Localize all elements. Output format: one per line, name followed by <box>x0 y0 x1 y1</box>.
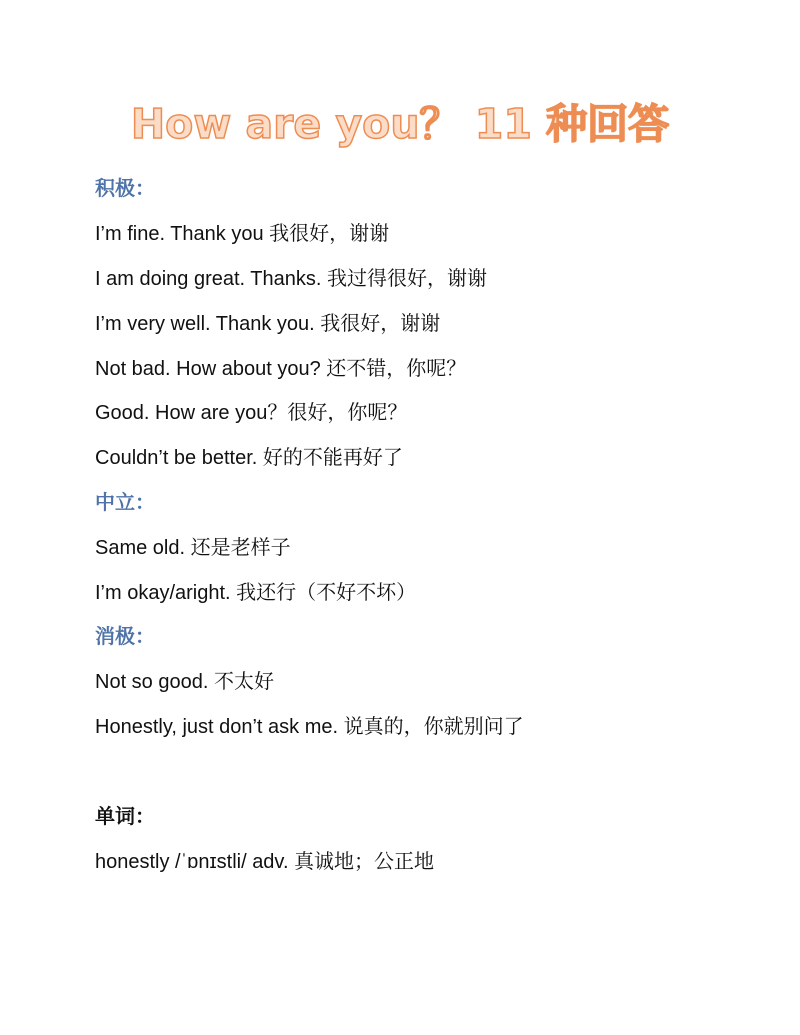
phrase-item: I’m okay/aright. 我还行（不好不坏） <box>95 582 417 604</box>
heading-vocabulary: 单词： <box>95 806 155 828</box>
heading-negative: 消极： <box>95 626 155 648</box>
heading-neutral: 中立： <box>95 492 155 514</box>
phrase-item: I’m very well. Thank you. 我很好，谢谢 <box>95 313 441 335</box>
phrase-item: I’m fine. Thank you 我很好，谢谢 <box>95 223 390 245</box>
phrase-item: Not bad. How about you? 还不错，你呢？ <box>95 358 467 380</box>
phrase-item: I am doing great. Thanks. 我过得很好，谢谢 <box>95 268 487 290</box>
phrase-item: Honestly, just don’t ask me. 说真的，你就别问了 <box>95 716 524 738</box>
page-title: How are you？ 11 种回答 <box>130 100 670 148</box>
phrase-item: Couldn’t be better. 好的不能再好了 <box>95 447 403 469</box>
phrase-item: Not so good. 不太好 <box>95 671 274 693</box>
heading-positive: 积极： <box>95 178 155 200</box>
phrase-item: Good. How are you？很好，你呢？ <box>95 402 408 424</box>
phrase-item: Same old. 还是老样子 <box>95 537 291 559</box>
vocabulary-item: honestly /ˈɒnɪstli/ adv. 真诚地；公正地 <box>95 851 435 873</box>
